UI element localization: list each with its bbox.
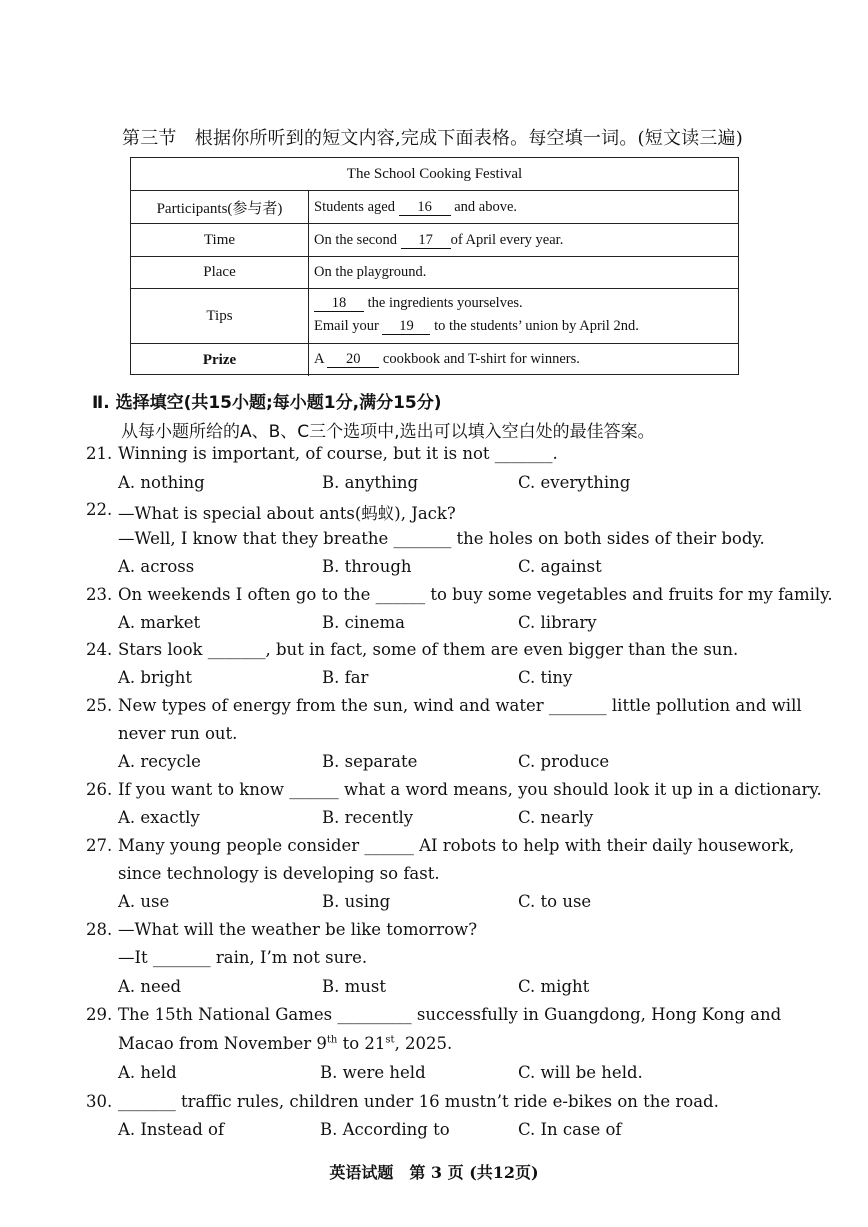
- value-text: to the students’ union by April 2nd.: [434, 318, 639, 335]
- question-number: 27.: [86, 836, 113, 855]
- table-row: [131, 223, 738, 256]
- option-b: B. were held: [320, 1063, 426, 1082]
- option-a: A. held: [118, 1063, 177, 1082]
- question-number: 29.: [86, 1005, 113, 1024]
- option-c: C. everything: [518, 473, 631, 492]
- option-a: A. exactly: [118, 808, 200, 827]
- option-a: A. recycle: [118, 752, 201, 771]
- question-text: Winning is important, of course, but it is not _______.: [118, 444, 558, 463]
- option-c: C. against: [518, 557, 602, 576]
- question-text: _______ traffic rules, children under 16 mustn’t ride e-bikes on the road.: [118, 1092, 719, 1111]
- question-text: since technology is developing so fast.: [118, 864, 440, 883]
- section-heading: 第三节 根据你所听到的短文内容,完成下面表格。每空填一词。(短文读三遍): [122, 128, 743, 149]
- superscript: st: [385, 1034, 395, 1046]
- value-text: the ingredients yourselves.: [367, 295, 523, 311]
- festival-table: [130, 157, 739, 375]
- row-value: [314, 295, 738, 349]
- table-row: [131, 288, 738, 343]
- value-text: Email your: [314, 318, 379, 335]
- option-b: B. anything: [322, 473, 419, 492]
- table-title: The School Cooking Festival: [346, 165, 523, 182]
- option-b: B. cinema: [322, 613, 406, 632]
- option-b: B. through: [322, 557, 412, 576]
- option-b: B. using: [322, 892, 391, 911]
- question-number: 24.: [86, 640, 113, 659]
- option-a: A. market: [118, 613, 201, 632]
- row-value: On the playground.: [314, 264, 427, 280]
- question-text: If you want to know ______ what a word means, you should look it up in a dictionary.: [118, 780, 822, 799]
- row-label: Place: [131, 257, 309, 288]
- option-a: A. use: [118, 892, 170, 911]
- answer-blank: 20: [327, 352, 379, 368]
- question-number: 22.: [86, 500, 113, 519]
- question-text: New types of energy from the sun, wind and water _______ little pollution and will: [118, 696, 802, 715]
- question-text: —Well, I know that they breathe _______ the holes on both sides of their body.: [118, 529, 765, 548]
- row-label: Time: [131, 224, 309, 256]
- question-text: [118, 1034, 452, 1053]
- question-number: 28.: [86, 920, 113, 939]
- option-a: A. nothing: [118, 473, 205, 492]
- value-text: Students aged: [314, 199, 395, 215]
- answer-blank: 18: [314, 296, 364, 312]
- row-value: [314, 351, 738, 383]
- question-number: 25.: [86, 696, 113, 715]
- row-label: Tips: [131, 289, 309, 343]
- option-c: C. tiny: [518, 668, 573, 687]
- answer-blank: 17: [401, 233, 451, 249]
- question-number: 23.: [86, 585, 113, 604]
- text-part: , 2025.: [394, 1034, 453, 1053]
- part-heading: Ⅱ. 选择填空(共15小题;每小题1分,满分15分): [92, 393, 442, 413]
- superscript: th: [326, 1034, 338, 1046]
- table-row: [131, 256, 738, 288]
- answer-blank: 19: [382, 319, 430, 335]
- option-b: B. must: [322, 977, 386, 996]
- option-c: C. produce: [518, 752, 610, 771]
- row-label: Participants(参与者): [131, 191, 309, 223]
- text-part: to 21: [337, 1034, 386, 1053]
- option-c: C. library: [518, 613, 597, 632]
- question-number: 30.: [86, 1092, 113, 1111]
- page-footer: 英语试题 第 3 页 (共12页): [329, 1163, 539, 1182]
- value-text: of April every year.: [450, 232, 564, 248]
- option-c: C. might: [518, 977, 590, 996]
- question-text: —What will the weather be like tomorrow?: [118, 920, 478, 939]
- question-text: The 15th National Games _________ successfully in Guangdong, Hong Kong and: [118, 1005, 782, 1024]
- option-a: A. Instead of: [118, 1120, 225, 1139]
- question-text: never run out.: [118, 724, 238, 743]
- question-text: —It _______ rain, I’m not sure.: [118, 948, 368, 967]
- option-a: A. need: [118, 977, 182, 996]
- row-label: Prize: [131, 344, 309, 376]
- value-text: and above.: [454, 199, 518, 215]
- option-a: A. across: [118, 557, 195, 576]
- question-number: 26.: [86, 780, 113, 799]
- option-b: B. recently: [322, 808, 414, 827]
- option-c: C. will be held.: [518, 1063, 643, 1082]
- value-text: A: [314, 351, 324, 367]
- option-c: C. nearly: [518, 808, 594, 827]
- option-b: B. far: [322, 668, 369, 687]
- answer-blank: 16: [399, 200, 451, 216]
- question-text: Stars look _______, but in fact, some of them are even bigger than the sun.: [118, 640, 739, 659]
- question-number: 21.: [86, 444, 113, 463]
- option-a: A. bright: [118, 668, 192, 687]
- option-b: B. According to: [320, 1120, 450, 1139]
- option-c: C. to use: [518, 892, 592, 911]
- table-row: [131, 343, 738, 376]
- option-b: B. separate: [322, 752, 418, 771]
- value-text: cookbook and T-shirt for winners.: [382, 351, 580, 367]
- instruction: 从每小题所给的A、B、C三个选项中,选出可以填入空白处的最佳答案。: [121, 422, 655, 442]
- question-text: —What is special about ants(蚂蚁), Jack?: [118, 504, 456, 523]
- table-row: [131, 190, 738, 223]
- value-text: On the second: [314, 232, 397, 248]
- table-title-row: [131, 158, 738, 190]
- question-text: Many young people consider ______ AI robots to help with their daily housework,: [118, 836, 795, 855]
- option-c: C. In case of: [518, 1120, 622, 1139]
- text-part: Macao from November 9: [118, 1034, 327, 1053]
- question-text: On weekends I often go to the ______ to buy some vegetables and fruits for my family.: [118, 585, 833, 604]
